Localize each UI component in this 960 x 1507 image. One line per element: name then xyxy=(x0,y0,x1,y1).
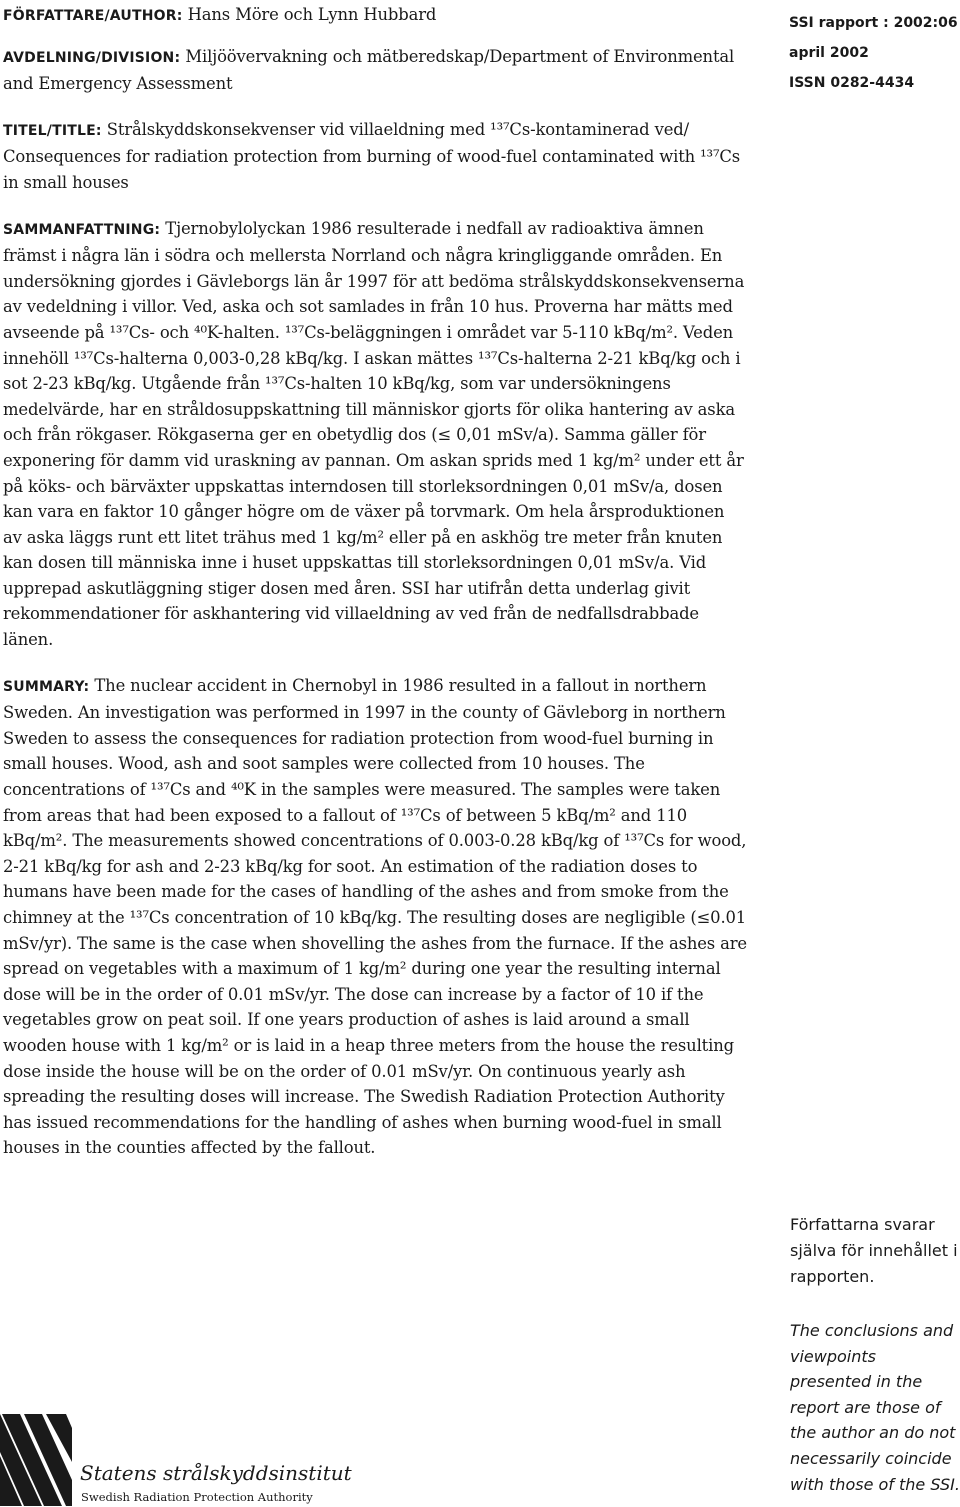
ssi-logo-mark-icon xyxy=(0,1414,72,1506)
sammanfattning-paragraph: SAMMANFATTNING: Tjernobylolyckan 1986 resulterade i nedfall av radioaktiva ämnen främst i några län i södra och mellersta Norrland och några kringliggande områden. En undersökning gjordes i Gävleborgs län år 1997 för att bedöma strålskyddskonsekvenserna av vedeldning i villor. Ved, aska och sot samlades in från 10 hus. Proverna har mätts med avseende på ¹³⁷Cs- och ⁴⁰K-halten. ¹³⁷Cs-beläggningen i området var 5-110 kBq/m². Veden innehöll ¹³⁷Cs-halterna 0,003-0,28 kBq/kg. I askan mättes ¹³⁷Cs-halterna 2-21 kBq/kg och i sot 2-23 kBq/kg. Utgående från ¹³⁷Cs-halten 10 kBq/kg, som var undersökningens medelvärde, har en stråldosuppskattning till människor gjorts för olika hantering av aska och från rökgaser. Rökgaserna ger en obetydlig dos (≤ 0,01 mSv/a). Samma gäller för exponering för damm vid uraskning av pannan. Om askan sprids med 1 kg/m² under ett år på köks- och bärväxter uppskattas interndosen till storleksordningen 0,01 mSv/a, dosen kan vara en faktor 10 gånger högre om de växer på torvmark. Om hela årsproduktionen av aska läggs runt ett litet trähus med 1 kg/m² eller på en askhög tre meter från knuten kan dosen till människa inne i huset uppskattas till storleksordningen 0,01 mSv/a. Vid upprepad askutläggning stiger dosen med åren. SSI har utifrån detta underlag givit rekommendationer för askhantering vid villaeldning av ved från de nedfallsdrabbade länen. xyxy=(3,218,745,650)
summary-text: The nuclear accident in Chernobyl in 1986 resulted in a fallout in northern Sweden. An investigation was performed in 1997 in the county of Gävleborg in northern Sweden to assess the consequences for radiation protection from wood-fuel burning in small houses. Wood, ash and soot samples were collected from 10 houses. The concentrations of ¹³⁷Cs and ⁴⁰K in the samples were measured. The samples were taken from areas that had been exposed to a fallout of ¹³⁷Cs of between 5 kBq/m² and 110 kBq/m². The measurements showed concentrations of 0.003-0.28 kBq/kg of ¹³⁷Cs for wood, 2-21 kBq/kg for ash and 2-23 kBq/kg for soot. An estimation of the radiation doses to humans have been made for the cases of handling of the ashes and from smoke from the chimney at the ¹³⁷Cs concentration of 10 kBq/kg. The resulting doses are negligible (≤0.01 mSv/yr). The same is the case when shovelling the ashes from the furnace. If the ashes are spread on vegetables with a maximum of 1 kg/m² during one year the resulting internal dose will be in the order of 0.01 mSv/yr. The dose can increase by a factor of 10 if the vegetables grow on peat soil. If one years production of ashes is laid around a small wooden house with 1 kg/m² or is laid in a heap three meters from the house the resulting dose inside the house will be on the order of 0.01 mSv/yr. On continuous yearly ash spreading the resulting doses will increase. The Swedish Radiation Protection Authority has issued recommendations for the handling of ashes when burning wood-fuel in small houses in the counties affected by the fallout. xyxy=(3,675,747,1158)
abstract-page xyxy=(3,2,748,1181)
title-line: TITEL/TITLE: Strålskyddskonsekvenser vid villaeldning med ¹³⁷Cs-kontaminerad ved/ Consequences for radiation protection from burning of wood-fuel contaminated with ¹³⁷Cs in small houses xyxy=(3,119,741,192)
author-value: Hans Möre och Lynn Hubbard xyxy=(187,5,437,24)
title-value: Strålskyddskonsekvenser vid villaeldning med ¹³⁷Cs-kontaminerad ved/ Consequences for radiation protection from burning of wood-fuel contaminated with ¹³⁷Cs in small houses xyxy=(3,119,741,192)
report-info xyxy=(789,8,959,98)
report-date: april 2002 xyxy=(789,45,869,61)
author-label: FÖRFATTARE/AUTHOR xyxy=(3,8,177,24)
sammanfattning-text: Tjernobylolyckan 1986 resulterade i nedfall av radioaktiva ämnen främst i några län i södra och mellersta Norrland och några kringliggande områden. En undersökning gjordes i Gävleborgs län år 1997 för att bedöma strålskyddskonsekvenserna av vedeldning i villor. Ved, aska och sot samlades in från 10 hus. Proverna har mätts med avseende på ¹³⁷Cs- och ⁴⁰K-halten. ¹³⁷Cs-beläggningen i området var 5-110 kBq/m². Veden innehöll ¹³⁷Cs-halterna 0,003-0,28 kBq/kg. I askan mättes ¹³⁷Cs-halterna 2-21 kBq/kg och i sot 2-23 kBq/kg. Utgående från ¹³⁷Cs-halten 10 kBq/kg, som var undersökningens medelvärde, har en stråldosuppskattning till människor gjorts för olika hantering av aska och från rökgaser. Rökgaserna ger en obetydlig dos (≤ 0,01 mSv/a). Samma gäller för exponering för damm vid uraskning av pannan. Om askan sprids med 1 kg/m² under ett år på köks- och bärväxter uppskattas interndosen till storleksordningen 0,01 mSv/a, dosen kan vara en faktor 10 gånger högre om de växer på torvmark. Om hela årsproduktionen av aska läggs runt ett litet trähus med 1 kg/m² eller på en askhög tre meter från knuten kan dosen till människa inne i huset uppskattas till storleksordningen 0,01 mSv/a. Vid upprepad askutläggning stiger dosen med åren. SSI har utifrån detta underlag givit rekommendationer för askhantering vid villaeldning av ved från de nedfallsdrabbade länen. xyxy=(3,218,745,650)
division-value: Miljöövervakning och mätberedskap/Department of Environmental and Emergency Assessment xyxy=(3,46,735,94)
institute-subtitle: Swedish Radiation Protection Authority xyxy=(81,1490,313,1504)
responsibility-note-en: The conclusions and viewpoints presented in the report are those of the author an do not necessarily coincide with those of the SSI. xyxy=(790,1321,960,1494)
sammanfattning-label: SAMMANFATTNING xyxy=(3,221,155,238)
summary-label: SUMMARY xyxy=(3,678,84,695)
responsibility-note-sv: Författarna svarar själva för innehållet i rapporten. xyxy=(790,1215,958,1286)
division-label: AVDELNING/DIVISION xyxy=(3,49,175,66)
institute-name: Statens strålskyddsinstitut xyxy=(80,1461,352,1485)
report-issn: ISSN 0282-4434 xyxy=(789,75,915,91)
title-label: TITEL/TITLE xyxy=(3,122,96,139)
report-number: SSI rapport : 2002:06 xyxy=(789,15,958,31)
author-line: FÖRFATTARE/AUTHOR: Hans Möre och Lynn Hubbard xyxy=(3,5,437,24)
ssi-logo xyxy=(0,1414,352,1506)
summary-paragraph: SUMMARY: The nuclear accident in Chernobyl in 1986 resulted in a fallout in northern Sweden. An investigation was performed in 1997 in the county of Gävleborg in northern Sweden to assess the consequences for radiation protection from wood-fuel burning in small houses. Wood, ash and soot samples were collected from 10 houses. The concentrations of ¹³⁷Cs and ⁴⁰K in the samples were measured. The samples were taken from areas that had been exposed to a fallout of ¹³⁷Cs of between 5 kBq/m² and 110 kBq/m². The measurements showed concentrations of 0.003-0.28 kBq/kg of ¹³⁷Cs for wood, 2-21 kBq/kg for ash and 2-23 kBq/kg for soot. An estimation of the radiation doses to humans have been made for the cases of handling of the ashes and from smoke from the chimney at the ¹³⁷Cs concentration of 10 kBq/kg. The resulting doses are negligible (≤0.01 mSv/yr). The same is the case when shovelling the ashes from the furnace. If the ashes are spread on vegetables with a maximum of 1 kg/m² during one year the resulting internal dose will be in the order of 0.01 mSv/yr. The dose can increase by a factor of 10 if the vegetables grow on peat soil. If one years production of ashes is laid around a small wooden house with 1 kg/m² or is laid in a heap three meters from the house the resulting dose inside the house will be on the order of 0.01 mSv/yr. On continuous yearly ash spreading the resulting doses will increase. The Swedish Radiation Protection Authority has issued recommendations for the handling of ashes when burning wood-fuel in small houses in the counties affected by the fallout. xyxy=(3,675,747,1158)
division-line: AVDELNING/DIVISION: Miljöövervakning och mätberedskap/Department of Environmental and Emergency Assessment xyxy=(3,46,735,94)
